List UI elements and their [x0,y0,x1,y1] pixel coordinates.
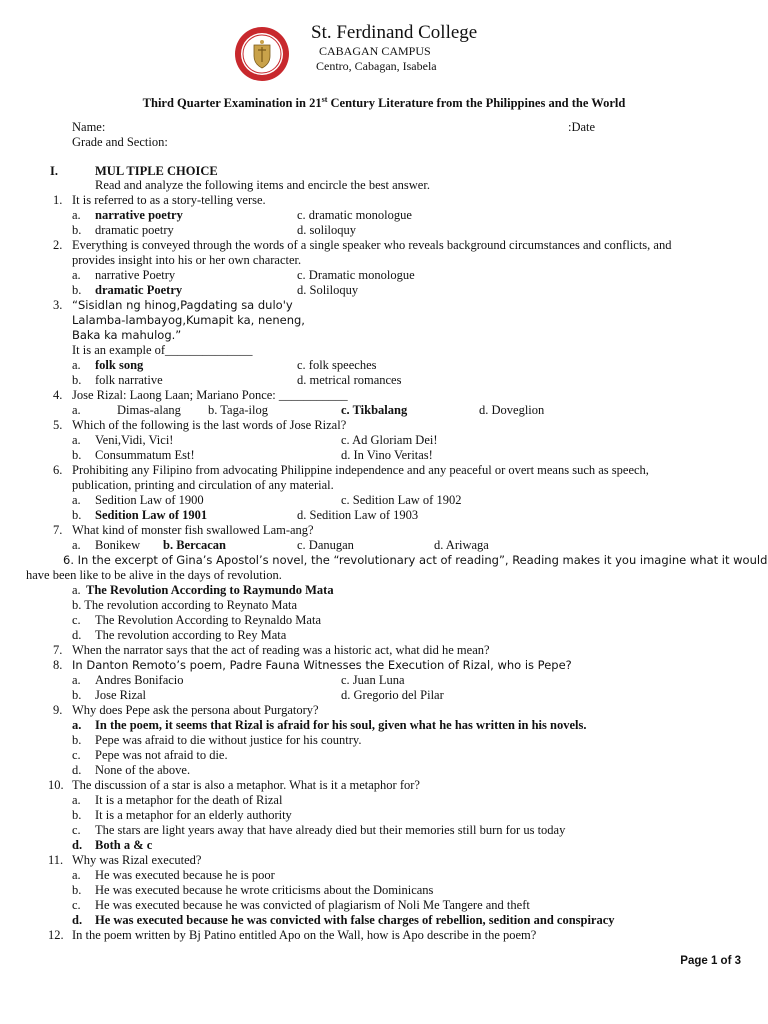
college-address: Centro, Cabagan, Isabela [316,59,437,73]
text-line: Why was Rizal executed? [72,853,202,867]
text-line: folk song [95,358,144,372]
text-line: In the poem, it seems that Rizal is afraid for his soul, given what he has written in his novels. [95,718,587,732]
text-line: a. [72,868,81,882]
text-line: 4. [53,388,63,402]
text-line: Everything is conveyed through the words of a single speaker who reveals background circumstances and conflicts, and [72,238,672,252]
text-line: a. [72,268,81,282]
text-line: 7. [53,643,63,657]
text-line: Jose Rizal [95,688,147,702]
text-line: He was executed because he wrote criticisms about the Dominicans [95,883,434,897]
text-line: b. [72,283,82,297]
text-line: 3. [53,298,63,312]
text-line: Bonikew [95,538,141,552]
text-line: d. [72,838,83,852]
text-line: d. In Vino Veritas! [341,448,433,462]
text-line: 1. [53,193,63,207]
text-line: b. [72,508,82,522]
text-line: narrative poetry [95,208,183,222]
text-line: have been like to be alive in the days of revolution. [26,568,282,582]
text-line: Baka ka mahulog.” [72,328,182,342]
text-line: 6. In the excerpt of Gina’s Apostol’s novel, the “revolutionary act of reading”, Reading makes it you imagine what it would [63,553,768,567]
text-line: c. Danugan [297,538,354,552]
text-line: c. [72,823,81,837]
text-line: a. [72,493,81,507]
text-line: a. [72,673,81,687]
text-line: Pepe was afraid to die without justice for his country. [95,733,362,747]
text-line: a. [72,718,82,732]
text-line: b. [72,733,82,747]
text-line: He was executed because he was convicted of plagiarism of Noli Me Tangere and theft [95,898,530,912]
college-seal-logo [234,26,290,82]
text-line: The stars are light years away that have already died but their memories still burn for us today [95,823,566,837]
text-line: Jose Rizal: Laong Laan; Mariano Ponce: ___________ [72,388,348,402]
text-line: d. Gregorio del Pilar [341,688,444,702]
college-name: St. Ferdinand College [311,22,478,43]
text-line: d. Ariwaga [434,538,489,552]
text-line: Sedition Law of 1901 [95,508,208,522]
text-line: c. folk speeches [297,358,377,372]
text-line: b. The revolution according to Reynato Mata [72,598,298,612]
text-line: d. metrical romances [297,373,402,387]
text-line: b. [72,223,82,237]
text-line: d. Soliloquy [297,283,359,297]
text-line: a. [72,403,81,417]
text-line: c. [72,748,81,762]
text-line: d. Sedition Law of 1903 [297,508,419,522]
text-line: 5. [53,418,63,432]
text-line: The Revolution According to Reynaldo Mata [95,613,321,627]
text-line: Andres Bonifacio [95,673,184,687]
text-line: The revolution according to Rey Mata [95,628,287,642]
text-line: Pepe was not afraid to die. [95,748,228,762]
text-line: Both a & c [95,838,153,852]
text-line: narrative Poetry [95,268,176,282]
text-line: He was executed because he was convicted with false charges of rebellion, sedition and conspiracy [95,913,615,927]
text-line: “Sisidlan ng hinog,Pagdating sa dulo'y [72,298,293,312]
text-line: a. [72,583,81,597]
text-line: It is a metaphor for an elderly authority [95,808,292,822]
text-line: c. [72,898,81,912]
text-line: d. [72,913,83,927]
text-line: 10. [48,778,64,792]
text-line: What kind of monster fish swallowed Lam-ang? [72,523,314,537]
text-line: 8. [53,658,63,672]
exam-title: Third Quarter Examination in 21st Century Literature from the Philippines and the World [142,95,626,111]
text-line: a. [72,793,81,807]
date-label: :Date [568,120,596,134]
text-line: c. Juan Luna [341,673,405,687]
text-line: c. Tikbalang [341,403,408,417]
name-label: Name: [72,120,106,134]
section-instruction: Read and analyze the following items and encircle the best answer. [95,178,430,192]
text-line: c. Sedition Law of 1902 [341,493,462,507]
text-line: provides insight into his or her own character. [72,253,302,267]
section-numeral: I. [50,164,58,178]
text-line: dramatic poetry [95,223,174,237]
text-line: d. [72,763,82,777]
text-line: 9. [53,703,63,717]
section-title: MUL TIPLE CHOICE [95,164,218,178]
text-line: Veni,Vidi, Vici! [95,433,174,447]
text-line: b. Bercacan [163,538,226,552]
text-line: The Revolution According to Raymundo Mata [86,583,334,597]
text-line: He was executed because he is poor [95,868,275,882]
text-line: dramatic Poetry [95,283,183,297]
text-line: The discussion of a star is also a metaphor. What is it a metaphor for? [72,778,420,792]
page-number: Page 1 of 3 [680,955,741,967]
text-line: 7. [53,523,63,537]
text-line: c. [72,613,81,627]
text-line: a. [72,358,81,372]
text-line: a. [72,208,81,222]
text-line: In Danton Remoto’s poem, Padre Fauna Witnesses the Execution of Rizal, who is Pepe? [72,658,572,672]
text-line: Why does Pepe ask the persona about Purgatory? [72,703,319,717]
text-line: d. [72,628,82,642]
text-line: b. [72,373,82,387]
text-line: b. [72,883,82,897]
text-line: Dimas-alang [117,403,181,417]
text-line: c. Dramatic monologue [297,268,415,282]
text-line: b. [72,688,82,702]
grade-section-label: Grade and Section: [72,135,168,149]
text-line: a. [72,538,81,552]
text-line: c. dramatic monologue [297,208,412,222]
text-line: Which of the following is the last words of Jose Rizal? [72,418,347,432]
text-line: Sedition Law of 1900 [95,493,204,507]
text-line: b. [72,808,82,822]
text-line: None of the above. [95,763,191,777]
text-line: c. Ad Gloriam Dei! [341,433,438,447]
text-line: 6. [53,463,63,477]
text-line: b. Taga-ilog [208,403,268,417]
text-line: When the narrator says that the act of reading was a historic act, what did he mean? [72,643,490,657]
text-line: 11. [48,853,64,867]
text-line: b. [72,448,82,462]
text-line: 2. [53,238,63,252]
text-line: It is a metaphor for the death of Rizal [95,793,283,807]
text-line: It is referred to as a story-telling verse. [72,193,266,207]
text-line: a. [72,433,81,447]
text-line: Prohibiting any Filipino from advocating Philippine independence and any peaceful or overt means such as speech, [72,463,649,477]
text-line: In the poem written by Bj Patino entitled Apo on the Wall, how is Apo describe in the poem? [72,928,537,942]
text-line: d. soliloquy [297,223,357,237]
text-line: Consummatum Est! [95,448,195,462]
text-line: 12. [48,928,64,942]
text-line: publication, printing and circulation of any material. [72,478,334,492]
text-line: d. Doveglion [479,403,545,417]
text-line: It is an example of______________ [72,343,253,357]
text-line: folk narrative [95,373,163,387]
campus-name: CABAGAN CAMPUS [319,44,431,58]
text-line: Lalamba-lambayog,Kumapit ka, neneng, [72,313,305,327]
